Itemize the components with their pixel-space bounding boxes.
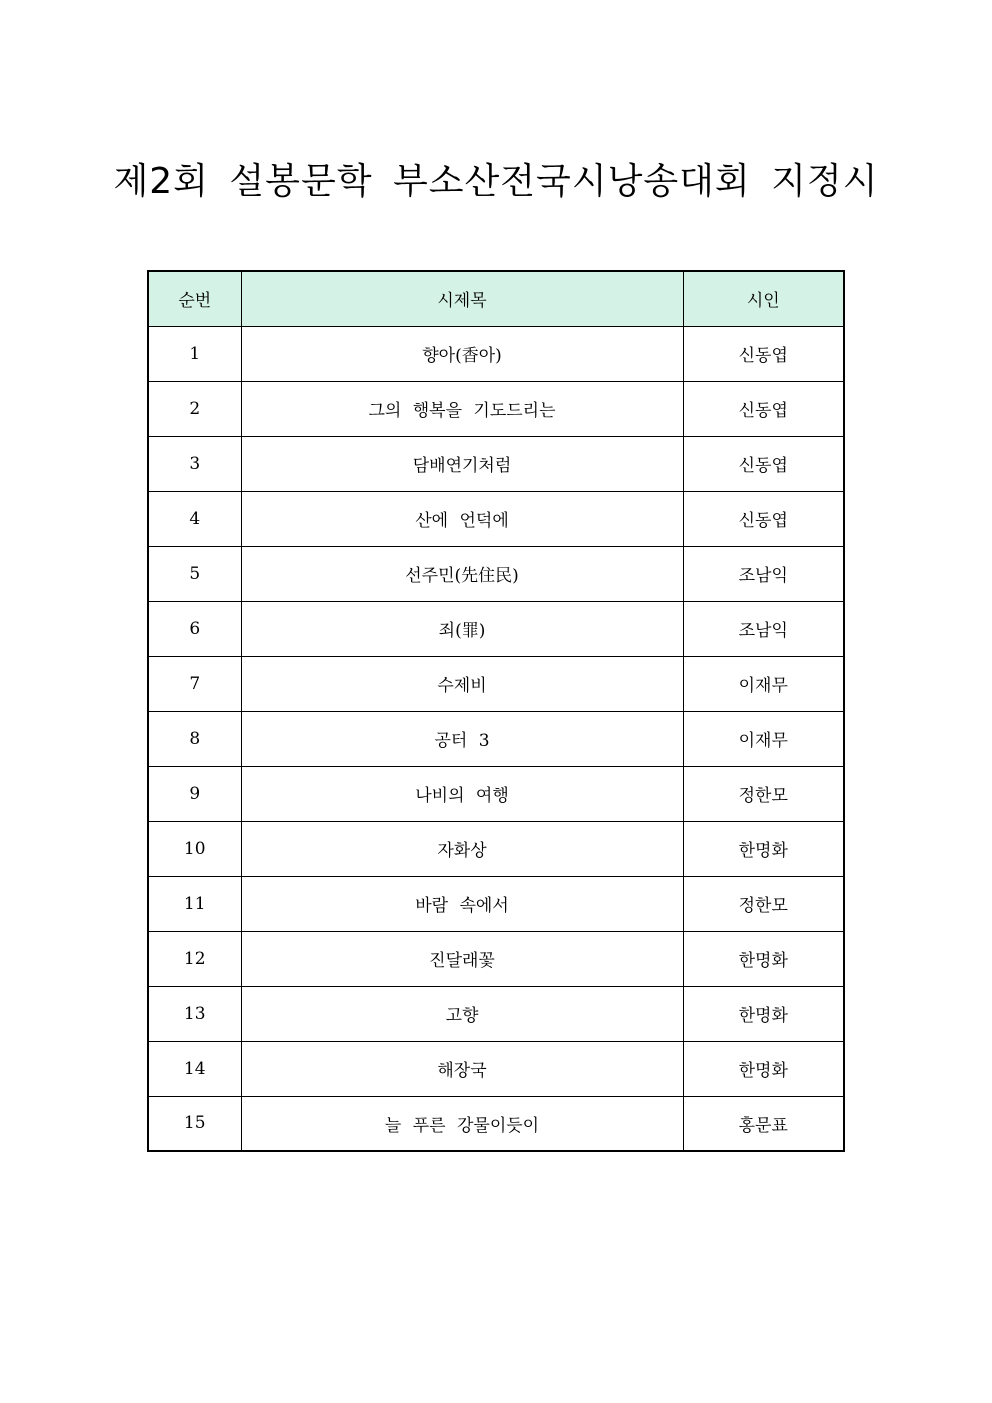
row-title: 자화상 (241, 821, 683, 876)
row-number: 14 (148, 1041, 241, 1096)
table-row (148, 986, 844, 1041)
row-poet: 이재무 (683, 711, 844, 766)
row-number: 9 (148, 766, 241, 821)
row-title: 산에 언덕에 (241, 491, 683, 546)
header-number: 순번 (148, 271, 241, 326)
row-poet: 신동엽 (683, 381, 844, 436)
row-title: 그의 행복을 기도드리는 (241, 381, 683, 436)
row-number: 8 (148, 711, 241, 766)
row-poet: 한명화 (683, 821, 844, 876)
row-title: 나비의 여행 (241, 766, 683, 821)
row-title: 해장국 (241, 1041, 683, 1096)
row-poet: 정한모 (683, 766, 844, 821)
row-number: 1 (148, 326, 241, 381)
table-header (148, 271, 844, 326)
row-number: 4 (148, 491, 241, 546)
row-poet: 홍문표 (683, 1096, 844, 1151)
table-row (148, 1096, 844, 1151)
row-number: 3 (148, 436, 241, 491)
header-row (148, 271, 844, 326)
table-row (148, 821, 844, 876)
row-title: 수제비 (241, 656, 683, 711)
row-poet: 신동엽 (683, 436, 844, 491)
row-title: 담배연기처럼 (241, 436, 683, 491)
table-row (148, 876, 844, 931)
header-poet: 시인 (683, 271, 844, 326)
row-poet: 신동엽 (683, 491, 844, 546)
row-poet: 신동엽 (683, 326, 844, 381)
row-title: 공터 3 (241, 711, 683, 766)
table-row (148, 656, 844, 711)
row-title: 진달래꽃 (241, 931, 683, 986)
row-title: 늘 푸른 강물이듯이 (241, 1096, 683, 1151)
table-row (148, 1041, 844, 1096)
table-row (148, 766, 844, 821)
table-row (148, 436, 844, 491)
table-row (148, 931, 844, 986)
row-poet: 한명화 (683, 931, 844, 986)
row-title: 선주민(先住民) (241, 546, 683, 601)
row-number: 7 (148, 656, 241, 711)
row-number: 10 (148, 821, 241, 876)
row-poet: 조남익 (683, 546, 844, 601)
header-title: 시제목 (241, 271, 683, 326)
row-number: 11 (148, 876, 241, 931)
row-number: 15 (148, 1096, 241, 1151)
row-poet: 한명화 (683, 986, 844, 1041)
row-poet: 이재무 (683, 656, 844, 711)
table-row (148, 491, 844, 546)
poem-list-table (147, 270, 845, 1152)
page-title: 제2회 설봉문학 부소산전국시낭송대회 지정시 (113, 161, 879, 202)
row-poet: 한명화 (683, 1041, 844, 1096)
row-poet: 정한모 (683, 876, 844, 931)
table-row (148, 326, 844, 381)
row-title: 바람 속에서 (241, 876, 683, 931)
table-row (148, 601, 844, 656)
row-number: 12 (148, 931, 241, 986)
row-number: 5 (148, 546, 241, 601)
table-row (148, 381, 844, 436)
row-number: 6 (148, 601, 241, 656)
row-number: 2 (148, 381, 241, 436)
row-number: 13 (148, 986, 241, 1041)
table-row (148, 711, 844, 766)
table-row (148, 546, 844, 601)
row-title: 향아(香아) (241, 326, 683, 381)
row-title: 고향 (241, 986, 683, 1041)
row-title: 죄(罪) (241, 601, 683, 656)
row-poet: 조남익 (683, 601, 844, 656)
table-body (148, 326, 844, 1151)
